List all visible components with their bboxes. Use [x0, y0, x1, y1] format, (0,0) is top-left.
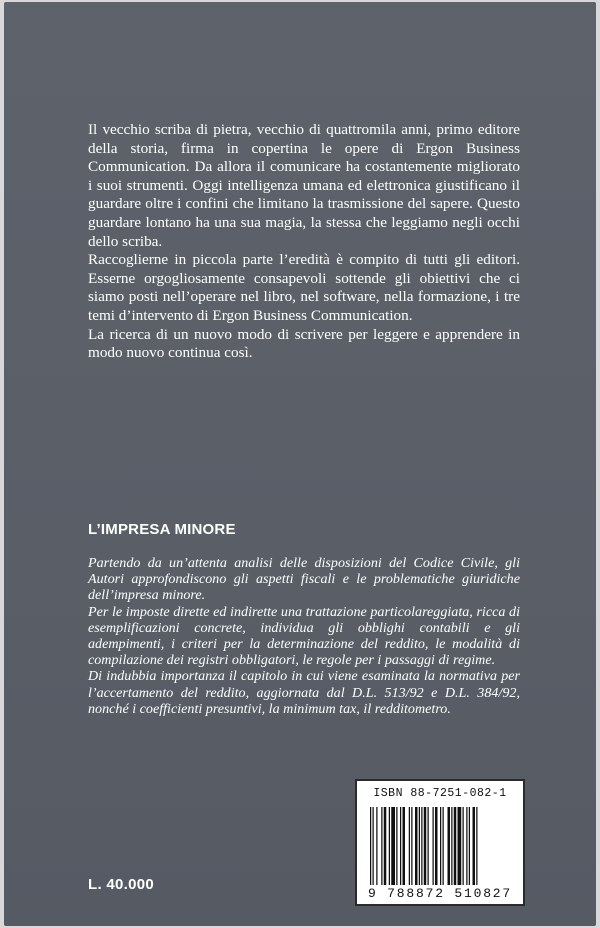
intro-paragraph-3: La ricerca di un nuovo modo di scrivere per leggere e apprendere in modo nuovo continua così. [88, 325, 520, 362]
description-paragraph-1: Partendo da un’attenta analisi delle disposizioni del Codice Civile, gli Autori approfondiscono gli aspetti fiscali e le problematiche giuridiche dell’impresa minore. [88, 555, 520, 604]
intro-paragraph-2: Raccoglierne in piccola parte l’eredità è compito di tutti gli editori. Esserne orgogliosamente consapevoli sottende gli obiettivi che ci siamo posti nell’operare nel libro, nel software, nella formazione, i tre temi d’intervento di Ergon Business Communication. [88, 251, 520, 324]
isbn-number: ISBN 88-7251-082-1 [373, 787, 507, 800]
book-description [88, 555, 520, 717]
barcode-box [355, 779, 525, 906]
back-cover [4, 2, 596, 926]
description-paragraph-2: Per le imposte dirette ed indirette una trattazione particolareggiata, ricca di esemplificazioni concrete, individua gli obblighi contabili e gli adempimenti, i criteri per la determinazione del reddito, le modalità di compilazione dei registri obbligatori, le regole per i passaggi di regime. [88, 603, 520, 669]
publisher-intro [88, 121, 520, 363]
intro-paragraph-1: Il vecchio scriba di pietra, vecchio di quattromila anni, primo editore della storia, firma in copertina le opere di Ergon Business Communication. Da allora il comunicare ha costantemente migliorato i suoi strumenti. Oggi intelligenza umana ed elettronica giustificano il guardare oltre i confini che limitano la trasmissione del sapere. Questo guardare lontano ha una sua magia, la stessa che leggiamo negli occhi dello scriba. [88, 121, 520, 250]
ean-number: 9 788872 510827 [367, 886, 513, 901]
barcode-icon [370, 807, 520, 885]
price-label: L. 40.000 [88, 876, 155, 893]
description-paragraph-3: Di indubbia importanza il capitolo in cui viene esaminata la normativa per l’accertamento del reddito, aggiornata dal D.L. 513/92 e D.L. 384/92, nonché i coefficienti presuntivi, la minimum tax, il redditometro. [88, 668, 520, 717]
book-title: L’IMPRESA MINORE [88, 521, 236, 538]
